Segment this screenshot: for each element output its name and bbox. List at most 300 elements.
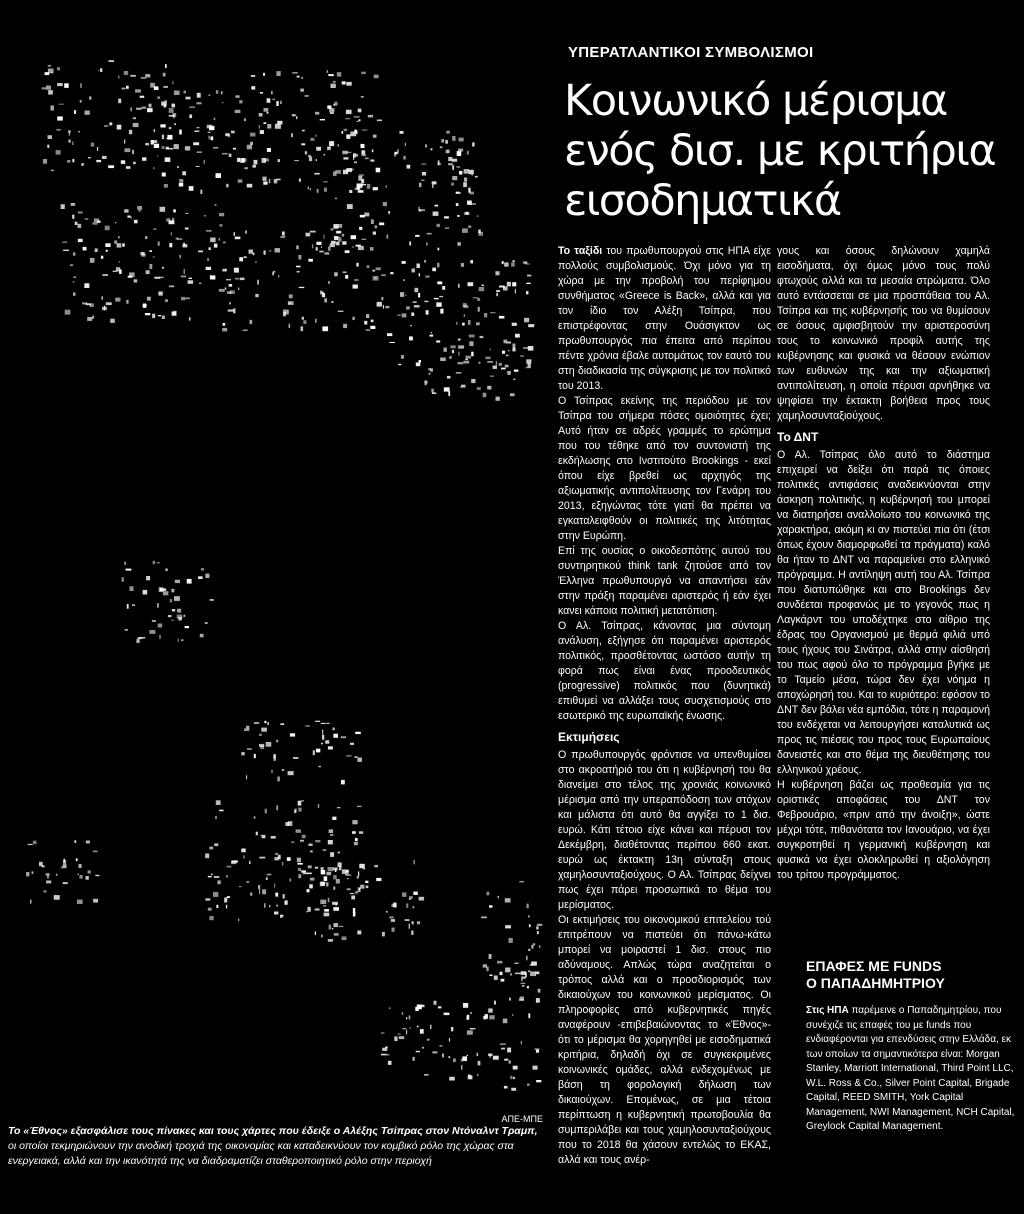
photo-speck [250, 142, 253, 145]
photo-speck [64, 83, 69, 88]
photo-speck [90, 258, 95, 263]
photo-speck [117, 125, 122, 130]
photo-speck [362, 184, 366, 185]
photo-speck [365, 881, 368, 883]
photo-speck [422, 164, 427, 165]
photo-speck [444, 1013, 450, 1016]
paragraph: Οι εκτιμήσεις του οικονομικού επιτελείου τού επιτρέπουν να πιστεύει ότι πάνω-κάτω μπορεί να μοιραστεί 1 δισ. στους πιο αδύναμους. Απλώς τώρα αναζητείται ο τρόπος αλλά και ο προσδιορισμός των δικαιούχων του κοινωνικού μερίσματος. Οι πληροφορίες από κυβερνητικές πηγές αναφέρουν -επιβεβαιώνοντας το «Έθνος»- ότι το μέρισμα θα χορηγηθεί με εισοδηματικά κριτήρια, δηλαδή όχι σε συγκεκριμένες κοινωνικές ομάδες, αλλά ενδεχομένως με βάση τη φορολογική δήλωση των δικαιούχων. Επομένως, σε μια τέτοια περίπτωση η κυβερνητική πρωτοβουλία θα συμπεριλάβει και τους χαμηλοσυνταξιούχους που το 2018 θα χάσουν εντελώς το ΕΚΑΣ, αλλά και τους ανέρ- [558, 914, 771, 1166]
photo-speck [122, 243, 125, 246]
photo-speck [506, 355, 509, 357]
photo-speck [391, 919, 395, 922]
photo-speck [343, 324, 347, 328]
photo-speck [278, 275, 279, 277]
photo-speck [505, 925, 511, 928]
photo-speck [437, 224, 441, 227]
photo-speck [467, 201, 472, 205]
photo-speck [189, 107, 195, 108]
photo-speck [134, 279, 138, 282]
photo-speck [409, 924, 410, 929]
photo-speck [409, 1027, 411, 1028]
headline-line-1: Κοινωνικό μέρισμα [564, 76, 947, 126]
photo-speck [142, 107, 147, 109]
photo-speck [381, 1054, 387, 1056]
photo-speck [440, 309, 443, 314]
photo-speck [298, 874, 301, 878]
photo-speck [504, 1059, 508, 1061]
photo-speck [402, 261, 406, 264]
photo-speck [519, 881, 524, 882]
photo-speck [211, 136, 214, 140]
photo-speck [322, 326, 328, 331]
photo-caption [8, 1112, 543, 1169]
photo-speck [403, 279, 405, 280]
photo-speck [424, 1074, 429, 1075]
photo-speck [456, 372, 462, 373]
photo-speck [162, 173, 166, 177]
photo-speck [274, 179, 278, 183]
photo-speck [131, 107, 132, 111]
photo-speck [470, 1012, 472, 1014]
photo-speck [177, 615, 183, 619]
photo-speck [241, 752, 244, 755]
photo-speck [321, 870, 326, 874]
photo-speck [26, 872, 29, 876]
photo-speck [158, 242, 160, 246]
photo-speck [129, 272, 135, 277]
photo-speck [293, 757, 298, 759]
photo-speck [484, 313, 487, 317]
photo-speck [258, 885, 260, 889]
photo-speck [80, 100, 82, 103]
photo-speck [225, 269, 226, 271]
photo-speck [329, 925, 332, 930]
photo-speck [481, 917, 487, 919]
photo-speck [86, 841, 90, 844]
photo-speck [477, 1074, 479, 1076]
photo-speck [322, 735, 324, 740]
photo-speck [400, 292, 404, 297]
photo-speck [182, 171, 186, 175]
photo-speck [331, 241, 336, 244]
photo-speck [216, 800, 221, 805]
photo-speck [131, 216, 132, 218]
photo-speck [255, 294, 258, 297]
photo-speck [309, 157, 312, 162]
photo-speck [226, 279, 231, 280]
photo-speck [394, 1036, 397, 1041]
photo-speck [324, 252, 329, 254]
photo-speck [374, 865, 378, 867]
paragraph-text: του πρωθυπουργού στις ΗΠΑ είχε πολλούς συμβολισμούς. Όχι μόνο για τη χώρα με την προβολή του περίφημου συνθήματος «Greece is Back», αλλά και για τον ίδιο τον Αλέξη Τσίπρα, που επιστρέφοντας στην Ουάσιγκτον ως πρωθυπουργός πια έπειτα από περίπου πέντε χρόνια έβαλε αυτομάτως τον εαυτό του στη διαδικασία της σύγκρισης με τον πολιτικό του 2013. [558, 245, 772, 392]
photo-speck [526, 956, 527, 961]
photo-speck [417, 1005, 422, 1010]
photo-speck [316, 147, 321, 151]
headline-line-2: ενός δισ. με κριτήρια [564, 126, 996, 176]
photo-speck [238, 179, 243, 182]
photo-speck [254, 722, 259, 723]
photo-speck [72, 142, 73, 146]
photo-speck [365, 158, 369, 160]
photo-speck [198, 576, 203, 579]
photo-speck [146, 143, 147, 145]
photo-speck [262, 889, 266, 894]
photo-speck [528, 363, 531, 367]
photo-speck [321, 867, 324, 870]
photo-speck [121, 88, 125, 90]
photo-speck [489, 905, 493, 907]
photo-speck [219, 224, 222, 226]
photo-speck [528, 346, 534, 351]
photo-speck [324, 188, 327, 192]
photo-speck [148, 104, 151, 108]
photo-speck [235, 237, 241, 240]
photo-speck [126, 569, 132, 571]
photo-speck [357, 184, 363, 186]
photo-speck [162, 135, 164, 140]
photo-speck [371, 219, 374, 224]
photo-speck [189, 186, 194, 191]
photo-speck [219, 238, 221, 241]
photo-speck [409, 336, 413, 340]
photo-speck [157, 156, 158, 157]
photo-speck [124, 209, 128, 212]
photo-speck [250, 893, 252, 896]
photo-speck [316, 159, 317, 161]
photo-speck [93, 899, 98, 903]
photo-speck [315, 135, 316, 137]
photo-speck [346, 134, 350, 139]
photo-speck [310, 878, 315, 881]
photo-speck [78, 131, 80, 132]
photo-speck [246, 775, 247, 779]
photo-speck [115, 298, 120, 302]
photo-speck [185, 297, 190, 299]
photo-speck [405, 295, 406, 296]
photo-speck [244, 118, 246, 121]
photo-speck [264, 251, 266, 255]
photo-speck [124, 562, 125, 565]
photo-speck [341, 780, 345, 785]
photo-speck [332, 817, 336, 820]
photo-speck [247, 748, 252, 750]
photo-speck [57, 83, 63, 86]
photo-speck [211, 874, 213, 876]
photo-speck [127, 604, 129, 609]
photo-speck [515, 334, 520, 338]
photo-speck [92, 316, 94, 319]
photo-speck [260, 835, 265, 836]
photo-speck [227, 866, 232, 868]
photo-speck [346, 870, 349, 873]
photo-speck [231, 131, 235, 134]
photo-speck [169, 286, 174, 288]
photo-speck [470, 1028, 476, 1029]
photo-speck [61, 204, 65, 209]
photo-speck [442, 286, 445, 290]
photo-speck [333, 224, 338, 229]
photo-speck [431, 389, 434, 393]
photo-speck [298, 808, 301, 812]
photo-speck [409, 241, 411, 245]
photo-speck [235, 110, 241, 113]
photo-speck [214, 843, 218, 846]
photo-speck [334, 236, 340, 237]
photo-speck [152, 314, 155, 318]
photo-speck [247, 145, 252, 150]
photo-speck [449, 1038, 450, 1042]
photo-speck [136, 108, 141, 110]
photo-speck [452, 350, 454, 353]
photo-speck [462, 228, 468, 233]
photo-speck [493, 366, 498, 369]
photo-speck [160, 588, 162, 591]
photo-speck [139, 210, 141, 211]
photo-speck [432, 181, 437, 184]
photo-speck [445, 140, 448, 144]
photo-speck [141, 253, 145, 256]
photo-speck [96, 160, 101, 162]
photo-speck [323, 905, 326, 906]
photo-speck [267, 112, 269, 114]
photo-speck [383, 202, 387, 206]
photo-speck [209, 916, 213, 920]
photo-speck [512, 323, 517, 326]
photo-speck [458, 339, 461, 341]
photo-speck [331, 228, 334, 230]
photo-speck [446, 131, 450, 134]
photo-speck [441, 139, 444, 143]
photo-speck [431, 332, 432, 333]
photo-speck [124, 71, 129, 75]
photo-credit: ΑΠΕ-ΜΠΕ [501, 1114, 543, 1124]
paragraph: γους και όσους δηλώνουν χαμηλά εισοδήματα, όχι όμως μόνο τους πολύ φτωχούς αλλά και τα μεσαία στρώματα. Όλο αυτό εντάσσεται σε μια προσπάθεια του Αλ. Τσίπρα και της κυβέρνησής του να θυμίσουν σε όσους αμφισβητούν την αριστεροσύνη τους το κοινωνικό προφίλ αυτής της κυβέρνησης και φυσικά να θέσουν ενώπιον των ευθυνών της και την αξιωματική αντιπολίτευση, η οποία πέρυσι αρνήθηκε να ψηφίσει την έκτακτη βοήθεια προς τους χαμηλοσυνταξιούχους. [777, 245, 990, 422]
photo-speck [371, 320, 374, 323]
paragraph: Ο Αλ. Τσίπρας, κάνοντας μια σύντομη ανάλυση, εξήγησε ότι παραμένει αριστερός πολιτικός, προσθέτοντας ωστόσο αυτήν τη φορά πως είναι ένας προοδευτικός (progressive) πολιτικός που (δυνητικά) επιθυμεί να αλλάξει τους συσχετισμούς στο εσωτερικό της ευρωπαϊκής ένωσης. [558, 620, 771, 722]
photo-speck [432, 1051, 437, 1053]
photo-speck [109, 122, 112, 125]
photo-speck [189, 278, 192, 279]
photo-speck [368, 115, 373, 118]
photo-speck [204, 215, 206, 216]
photo-speck [219, 213, 224, 216]
photo-speck [483, 964, 487, 967]
photo-speck [451, 1027, 453, 1031]
photo-speck [205, 853, 209, 858]
photo-speck [376, 267, 381, 270]
photo-speck [367, 184, 370, 189]
photo-speck [253, 253, 255, 256]
photo-speck [294, 160, 299, 161]
photo-speck [376, 878, 381, 881]
photo-speck [328, 898, 330, 903]
photo-speck [337, 72, 342, 76]
photo-speck [243, 855, 245, 858]
photo-speck [466, 212, 468, 215]
photo-speck [377, 120, 382, 122]
photo-speck [89, 96, 91, 99]
photo-speck [326, 872, 331, 875]
photo-speck [78, 211, 83, 213]
photo-speck [390, 272, 393, 274]
photo-speck [126, 86, 129, 89]
photo-speck [483, 393, 487, 398]
photo-speck [477, 215, 479, 216]
photo-speck [283, 894, 285, 899]
photo-speck [129, 130, 132, 135]
photo-speck [537, 931, 539, 934]
photo-speck [210, 238, 215, 243]
photo-speck [461, 1059, 463, 1062]
photo-speck [489, 954, 492, 959]
photo-speck [274, 857, 278, 860]
photo-speck [81, 83, 82, 88]
photo-speck [73, 252, 76, 256]
photo-speck [200, 190, 202, 194]
photo-speck [527, 986, 529, 988]
photo-speck [372, 150, 374, 153]
photo-speck [316, 242, 321, 245]
photo-speck [330, 852, 334, 857]
photo-speck [275, 893, 278, 897]
photo-speck [536, 1050, 539, 1053]
photo-speck [519, 999, 524, 1001]
photo-speck [402, 1028, 406, 1030]
photo-speck [355, 154, 358, 157]
photo-speck [88, 157, 91, 158]
photo-speck [206, 230, 212, 231]
photo-speck [57, 67, 60, 70]
photo-speck [244, 256, 247, 258]
photo-speck [466, 1016, 468, 1020]
photo-speck [333, 875, 337, 879]
photo-speck [352, 317, 354, 320]
photo-speck [294, 810, 296, 813]
photo-speck [333, 907, 339, 911]
photo-speck [79, 875, 82, 879]
photo-speck [231, 861, 236, 864]
photo-speck [242, 158, 244, 162]
photo-speck [226, 875, 228, 878]
photo-speck [333, 734, 338, 738]
photo-speck [346, 110, 352, 114]
photo-speck [521, 1041, 522, 1044]
photo-speck [452, 176, 457, 180]
sidebar-title [806, 958, 1020, 992]
photo-speck [487, 892, 490, 896]
photo-speck [214, 876, 220, 878]
photo-speck [493, 1056, 499, 1060]
photo-speck [329, 141, 334, 146]
photo-speck [169, 243, 172, 247]
photo-speck [496, 361, 497, 366]
photo-speck [458, 345, 464, 348]
photo-speck [272, 272, 274, 275]
photo-speck [375, 225, 378, 228]
photo-speck [381, 297, 383, 300]
photo-speck [259, 889, 260, 894]
photo-speck [42, 87, 47, 89]
subheading-estimates: Εκτιμήσεις [558, 730, 620, 744]
photo-speck [523, 262, 527, 264]
photo-speck [251, 86, 255, 89]
photo-speck [355, 132, 357, 134]
photo-speck [177, 166, 179, 168]
paragraph: Ο πρωθυπουργός φρόντισε να υπενθυμίσει στο ακροατήριό του ότι η κυβέρνησή του θα διανείμει στο τέλος της χρονιάς κοινωνικό μέρισμα από την υπεραπόδοση των στόχων και μάλιστα ότι αυτό θα αγγίξει το 1 δισ. ευρώ. Κάτι τέτοιο είχε κάνει και πέρυσι τον Δεκέμβρη, διαθέτοντας περίπου 660 εκατ. ευρώ ως έκτακτη 13η σύνταξη στους χαμηλοσυνταξιούχους. Ο Αλ. Τσίπρας δείχνει πως έχει πάρει προσωπικά το θέμα του μερίσματος. [558, 749, 771, 911]
photo-speck [241, 849, 245, 853]
photo-speck [357, 806, 362, 807]
photo-speck [489, 1054, 490, 1058]
photo-speck [301, 326, 304, 331]
photo-speck [307, 907, 310, 912]
photo-speck [342, 131, 344, 134]
photo-speck [86, 876, 89, 880]
photo-speck [411, 931, 413, 935]
photo-speck [494, 1001, 496, 1005]
photo-speck [347, 152, 352, 153]
photo-speck [84, 283, 89, 288]
photo-speck [165, 157, 171, 162]
photo-speck [133, 117, 136, 119]
photo-speck [513, 260, 515, 262]
photo-speck [228, 310, 234, 312]
photo-speck [511, 1088, 516, 1091]
photo-speck [468, 282, 474, 286]
photo-speck [510, 973, 512, 975]
photo-speck [64, 859, 66, 863]
photo-speck [106, 250, 108, 252]
photo-speck [71, 203, 75, 206]
photo-speck [430, 1025, 431, 1029]
photo-speck [436, 340, 440, 342]
photo-speck [197, 152, 202, 153]
photo-speck [152, 620, 156, 622]
photo-speck [505, 898, 511, 902]
photo-speck [256, 832, 258, 836]
photo-speck [470, 260, 473, 263]
photo-speck [143, 303, 146, 308]
photo-speck [416, 1051, 420, 1052]
photo-speck [133, 123, 139, 127]
photo-speck [328, 840, 333, 844]
photo-speck [262, 158, 267, 163]
photo-speck [199, 283, 201, 284]
photo-speck [463, 182, 467, 187]
photo-speck [257, 280, 259, 285]
photo-speck [332, 728, 335, 731]
photo-speck [324, 913, 330, 917]
photo-speck [225, 288, 227, 290]
photo-speck [57, 116, 63, 120]
photo-speck [177, 609, 181, 613]
photo-speck [418, 293, 420, 298]
photo-speck [250, 320, 253, 324]
photo-speck [358, 871, 359, 876]
photo-speck [401, 355, 404, 359]
photo-speck [315, 932, 316, 936]
photo-speck [449, 1077, 455, 1081]
photo-speck [413, 301, 417, 302]
photo-speck [412, 921, 414, 924]
photo-speck [507, 282, 511, 287]
photo-speck [136, 639, 139, 643]
photo-speck [319, 251, 323, 253]
photo-speck [521, 971, 527, 975]
photo-speck [250, 133, 255, 137]
photo-speck [539, 945, 541, 948]
photo-speck [296, 245, 298, 249]
photo-speck [61, 867, 66, 869]
photo-speck [342, 81, 346, 84]
